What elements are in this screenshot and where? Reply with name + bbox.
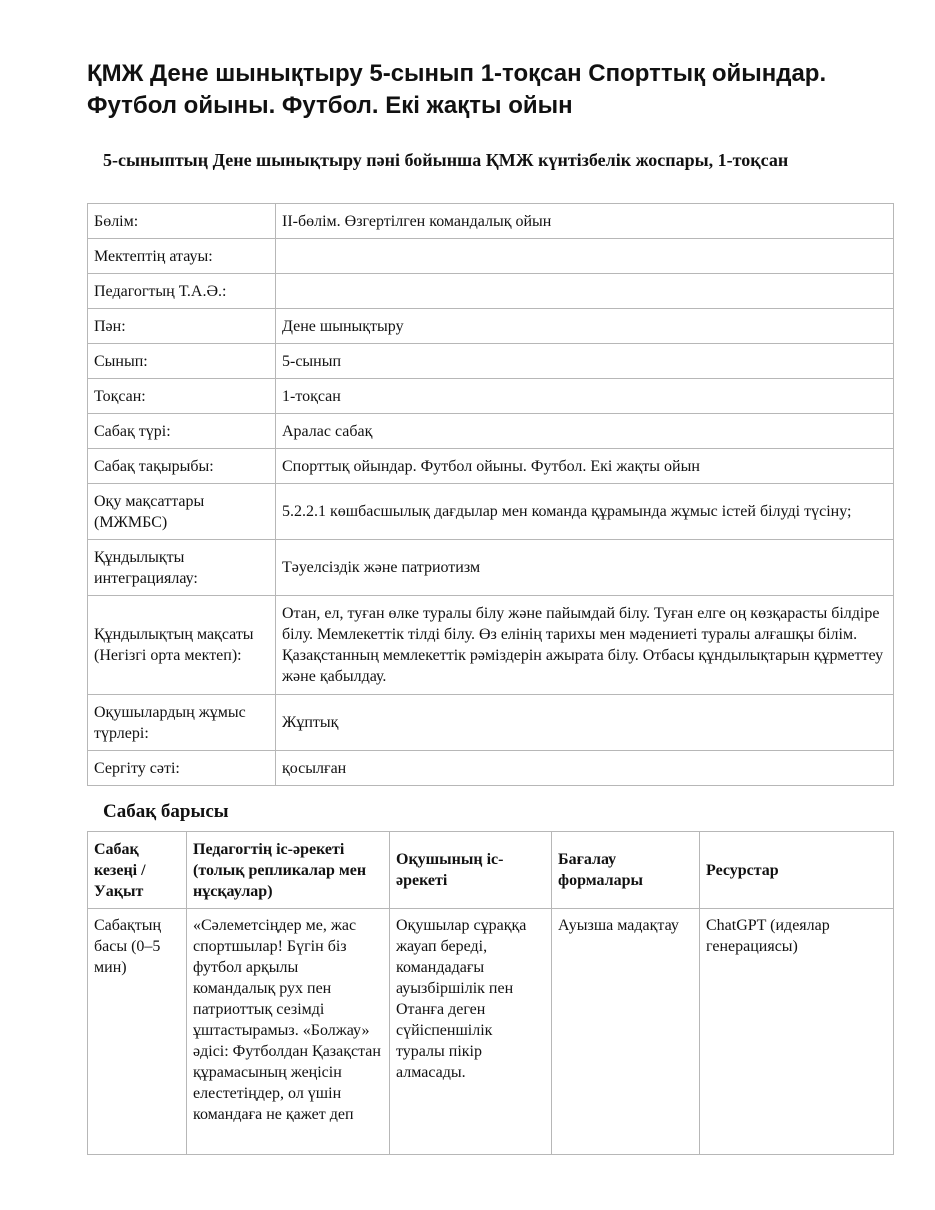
- row-value: 5.2.2.1 көшбасшылық дағдылар мен команда құрамында жұмыс істей білуді түсіну;: [276, 484, 894, 540]
- table-cell: Оқушылар сұраққа жауап береді, командадағы ауызбіршілік пен Отанға деген сүйіспеншілік туралы пікір алмасады.: [390, 909, 552, 1155]
- table-cell: «Сәлеметсіңдер ме, жас спортшылар! Бүгін біз футбол арқылы командалық рух пен патриоттық сезімді ұштастырамыз. «Болжау» әдісі: Футболдан Қазақстан құрамасының жеңісін елестетіңдер, ол үшін командаға не қажет деп: [187, 909, 390, 1155]
- table-row: [88, 540, 894, 596]
- row-value: 5-сынып: [276, 344, 894, 379]
- row-value: [276, 274, 894, 309]
- column-header: Оқушының іс-әрекеті: [390, 832, 552, 909]
- table-row: [88, 379, 894, 414]
- row-label: Сабақ түрі:: [88, 414, 276, 449]
- table-row: [88, 204, 894, 239]
- row-value: Дене шынықтыру: [276, 309, 894, 344]
- row-value: Аралас сабақ: [276, 414, 894, 449]
- row-value: Отан, ел, туған өлке туралы білу және пайымдай білу. Туған елге оң көзқарасты білдіре білу. Мемлекеттік тілді білу. Өз елінің тарихы мен мәдениеті туралы алғашқы білім. Қазақстанның мемлекеттік рәміздерін ажырата білу. Отбасы құндылықтарын құрметтеу және қабылдау.: [276, 596, 894, 695]
- row-value: Спорттық ойындар. Футбол ойыны. Футбол. Екі жақты ойын: [276, 449, 894, 484]
- row-label: Педагогтың Т.А.Ә.:: [88, 274, 276, 309]
- row-value: қосылған: [276, 751, 894, 786]
- row-value: II-бөлім. Өзгертілген командалық ойын: [276, 204, 894, 239]
- row-value: Тәуелсіздік және патриотизм: [276, 540, 894, 596]
- table-row: [88, 239, 894, 274]
- row-label: Сабақ тақырыбы:: [88, 449, 276, 484]
- table-header-row: [88, 832, 894, 909]
- table-row: [88, 695, 894, 751]
- row-label: Оқу мақсаттары (МЖМБС): [88, 484, 276, 540]
- table-row: [88, 274, 894, 309]
- table-row: [88, 449, 894, 484]
- row-label: Пән:: [88, 309, 276, 344]
- row-label: Құндылықтың мақсаты (Негізгі орта мектеп):: [88, 596, 276, 695]
- table-row: [88, 414, 894, 449]
- lesson-section-title: Сабақ барысы: [103, 801, 229, 822]
- table-row: [88, 484, 894, 540]
- column-header: Педагогтің іс-әрекеті (толық репликалар мен нұсқаулар): [187, 832, 390, 909]
- page-title: ҚМЖ Дене шынықтыру 5-сынып 1-тоқсан Спорттық ойындар. Футбол ойыны. Футбол. Екі жақты ойын: [87, 60, 827, 119]
- row-value: 1-тоқсан: [276, 379, 894, 414]
- row-label: Оқушылардың жұмыс түрлері:: [88, 695, 276, 751]
- table-row: [88, 751, 894, 786]
- table-cell: ChatGPT (идеялар генерациясы): [700, 909, 894, 1155]
- row-label: Тоқсан:: [88, 379, 276, 414]
- row-label: Сынып:: [88, 344, 276, 379]
- column-header: Сабақ кезеңі / Уақыт: [88, 832, 187, 909]
- table-row: [88, 909, 894, 1155]
- row-label: Мектептің атауы:: [88, 239, 276, 274]
- column-header: Ресурстар: [700, 832, 894, 909]
- table-cell: Ауызша мадақтау: [552, 909, 700, 1155]
- row-label: Бөлім:: [88, 204, 276, 239]
- lesson-info-table: [87, 203, 894, 786]
- row-value: [276, 239, 894, 274]
- lesson-flow-table: [87, 831, 894, 1155]
- row-value: Жұптық: [276, 695, 894, 751]
- table-row: [88, 344, 894, 379]
- column-header: Бағалау формалары: [552, 832, 700, 909]
- row-label: Сергіту сәті:: [88, 751, 276, 786]
- table-row: [88, 596, 894, 695]
- table-row: [88, 309, 894, 344]
- row-label: Құндылықты интеграциялау:: [88, 540, 276, 596]
- table-cell: Сабақтың басы (0–5 мин): [88, 909, 187, 1155]
- plan-subtitle: 5-сыныптың Дене шынықтыру пәні бойынша ҚМЖ күнтізбелік жоспары, 1-тоқсан: [103, 150, 789, 170]
